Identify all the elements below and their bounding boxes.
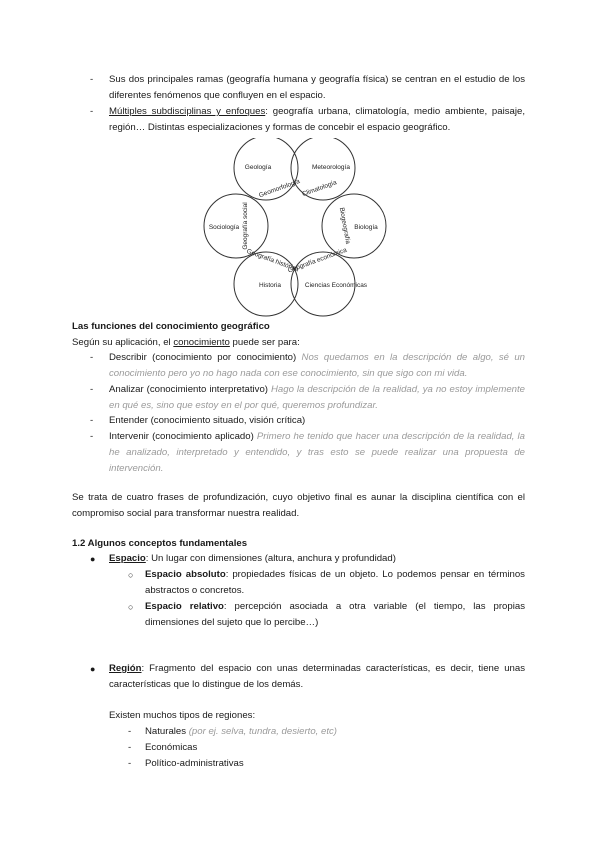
funcion-label: Analizar (conocimiento interpretativo) <box>109 384 268 395</box>
funcion-entender: Entender (conocimiento situado, visión crítica) <box>109 415 306 426</box>
absoluto-term: Espacio absoluto <box>145 569 226 580</box>
funcion-analizar <box>109 382 525 414</box>
dash-bullet: - <box>128 726 132 737</box>
funcion-note: Hago la descripción de la realidad, ya no estoy implemente en qué es, sino que estoy en el por qué, queremos profundizar. <box>109 384 525 411</box>
funcion-label: Intervenir (conocimiento aplicado) <box>109 431 254 442</box>
dash-bullet: - <box>90 384 94 395</box>
region-term: Región <box>109 663 142 674</box>
funcion-intervenir <box>109 429 525 477</box>
label-biogeografia: Biogeografía <box>337 206 352 245</box>
dash-bullet: - <box>90 352 94 363</box>
relativo-text: : percepción asociada a otra variable (el tiempo, las propias dimensiones del sujeto que lo percibe…) <box>145 601 525 628</box>
dash-bullet: - <box>90 106 94 117</box>
dash-bullet: - <box>90 431 94 442</box>
region-tipo-naturales <box>145 724 337 740</box>
concepto-region <box>109 661 525 693</box>
circle-bullet: ○ <box>128 570 134 580</box>
label-historia: Historia <box>258 282 282 289</box>
tipo-label: Naturales <box>145 726 187 737</box>
lead-term: conocimiento <box>173 337 230 348</box>
intro-item-ramas: Sus dos principales ramas (geografía humana y geografía física) se centran en el estudio de los diferentes fenómenos que confluyen en el espacio. <box>109 74 525 101</box>
espacio-term: Espacio <box>109 553 146 564</box>
region-tipo-economicas: Económicas <box>145 742 198 753</box>
label-biologia: Biología <box>354 224 378 231</box>
conceptos-title: 1.2 Algunos conceptos fundamentales <box>72 538 248 549</box>
concepto-espacio <box>109 551 525 567</box>
label-geologia: Geología <box>244 164 272 171</box>
lead-text-a: Según su aplicación, el <box>72 337 174 348</box>
subdisciplinas-term: Múltiples subdisciplinas y enfoques <box>109 106 266 117</box>
absoluto-text: : propiedades físicas de un objeto. Lo podemos pensar en términos abstractos o concretos. <box>145 569 525 596</box>
label-climatologia: Climatología <box>301 179 338 199</box>
lead-text-b: puede ser para: <box>229 337 300 348</box>
funciones-summary: Se trata de cuatro frases de profundización, cuyo objetivo final es aunar la disciplina científica con el compromiso social para transformar nuestra realidad. <box>72 492 525 519</box>
funcion-describir <box>109 350 525 382</box>
disciplines-diagram <box>200 138 390 318</box>
circle-bullet: ○ <box>128 602 134 612</box>
dash-bullet: - <box>90 415 94 426</box>
region-tipo-politico: Político-administrativas <box>145 758 244 769</box>
dash-bullet: - <box>128 758 132 769</box>
concepto-espacio-relativo <box>145 599 525 631</box>
label-geografia-social: Geografía social <box>242 202 249 250</box>
label-ciencias-economicas: Ciencias Económicas <box>304 282 368 289</box>
regiones-lead: Existen muchos tipos de regiones: <box>109 710 256 721</box>
funciones-title: Las funciones del conocimiento geográfico <box>72 321 270 332</box>
funciones-lead <box>72 335 300 351</box>
label-meteorologia: Meteorología <box>312 164 350 171</box>
subdisciplinas-text: : geografía urbana, climatología, medio ambiente, paisaje, región… Distintas especializaciones y formas de concebir el espacio geográfico. <box>109 106 525 133</box>
dash-bullet: - <box>128 742 132 753</box>
relativo-term: Espacio relativo <box>145 601 224 612</box>
region-text: : Fragmento del espacio con unas determinadas características, es decir, tiene unas características que lo distingue de los demás. <box>109 663 525 690</box>
label-geomorfologia: Geomorfología <box>258 177 301 200</box>
funcion-note: Nos quedamos en la descripción de algo, sé un conocimiento pero yo no hago nada con ese conocimiento, sin que sigo con mi vida. <box>109 352 525 379</box>
concepto-espacio-absoluto <box>145 567 525 599</box>
label-geografia-historica: Geografía histórica <box>245 247 300 274</box>
espacio-text: : Un lugar con dimensiones (altura, anchura y profundidad) <box>145 553 396 564</box>
bullet-dot: ● <box>90 664 96 674</box>
bullet-dot: ● <box>90 554 96 564</box>
dash-bullet: - <box>90 74 94 85</box>
label-sociologia: Sociología <box>208 224 240 231</box>
tipo-note: (por ej. selva, tundra, desierto, etc) <box>188 726 337 737</box>
label-geografia-economica: Geografía económica <box>287 246 348 275</box>
funcion-note: Primero he tenido que hacer una descripción de la realidad, la he analizado, interpretado y entendido, y tras esto se puede realizar una propuesta de intervención. <box>109 431 525 474</box>
funcion-label: Describir (conocimiento por conocimiento) <box>109 352 297 363</box>
intro-item-subdisciplinas <box>109 104 525 136</box>
